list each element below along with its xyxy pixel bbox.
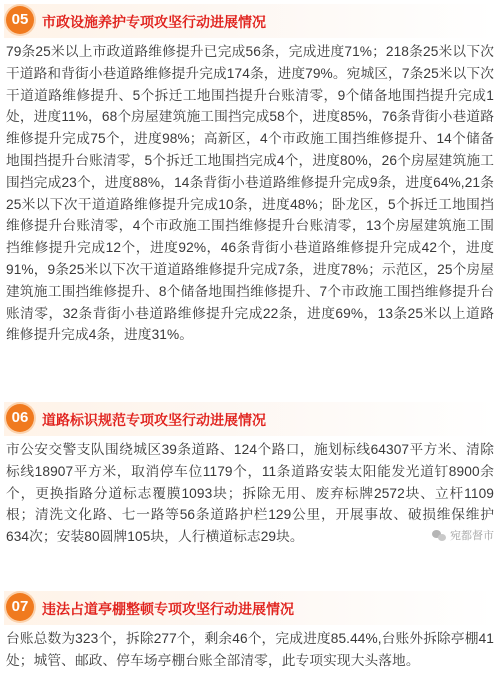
section-number-badge: 06 [6, 404, 34, 432]
section-body: 市公安交警支队围绕城区39条道路、124个路口，施划标线64307平方米、清除标线18907平方米，取消停车位1179个，11条道路安装太阳能发光道钉8900余个，更换指路分道标志覆膜1093块；拆除无用、废弃标牌2572块、立杆1109根；清洗文化路、七一路等56条道路护栏129公里，开展事故、破损维保维护634次；安装80圆牌105块，人行横道标志29块。 [6, 442, 494, 545]
section-06 [0, 402, 500, 548]
watermark-text: 宛都督市 [450, 530, 494, 542]
section-body: 79条25米以上市政道路维修提升已完成56条，完成进度71%；218条25米以下次干道路和背街小巷道路维修提升完成174条，进度79%。宛城区，7条25米以下次干道道路维修提升、5个拆迁工地围挡提升台账清零，9个储备地围挡提升完成1处，进度11%，68个房屋建筑施工围挡完成58个，进度85%，76条背街小巷道路维修提升完成75个，进度98%；高新区，4个市政施工围挡维修提升、14个储备地围挡提升台账清零，5个拆迁工地围挡完成4个，进度80%，26个房屋建筑施工围挡完成23个，进度88%，14条背街小巷道路维修提升完成9条，进度64%,21条25米以下次干道道路维修提升完成10条，进度48%；卧龙区，5个拆迁工地围挡维修提升台账清零，4个市政施工围挡维修提升台账清零，13个房屋建筑施工围挡维修提升完成12个，进度92%，46条背街小巷道路维修提升完成42个，进度91%，9条25米以下次干道道路维修提升完成7条，进度78%；示范区，25个房屋建筑施工围挡维修提升、8个储备地围挡维修提升、7个市政施工围挡维修提升台账清零，32条背街小巷道路维修提升完成22条，进度69%，13条25米以上道路维修提升完成4条，进度31%。 [6, 44, 494, 343]
section-header [4, 591, 496, 625]
section-body: 台账总数为323个，拆除277个，剩余46个，完成进度85.44%,台账外拆除亭棚41处；城管、邮政、停车场亭棚台账全部清零，此专项实现大头落地。 [6, 631, 494, 668]
section-number-badge: 07 [6, 593, 34, 621]
section-title: 道路标识规范专项攻坚行动进展情况 [42, 412, 266, 428]
section-header [4, 4, 496, 38]
wechat-icon [432, 530, 446, 541]
section-05 [0, 4, 500, 346]
section-number-badge: 05 [6, 6, 34, 34]
watermark [432, 527, 494, 543]
section-title: 市政设施养护专项攻坚行动进展情况 [42, 14, 266, 30]
section-header [4, 402, 496, 436]
section-title: 违法占道亭棚整顿专项攻坚行动进展情况 [42, 601, 294, 617]
section-07 [0, 591, 500, 672]
